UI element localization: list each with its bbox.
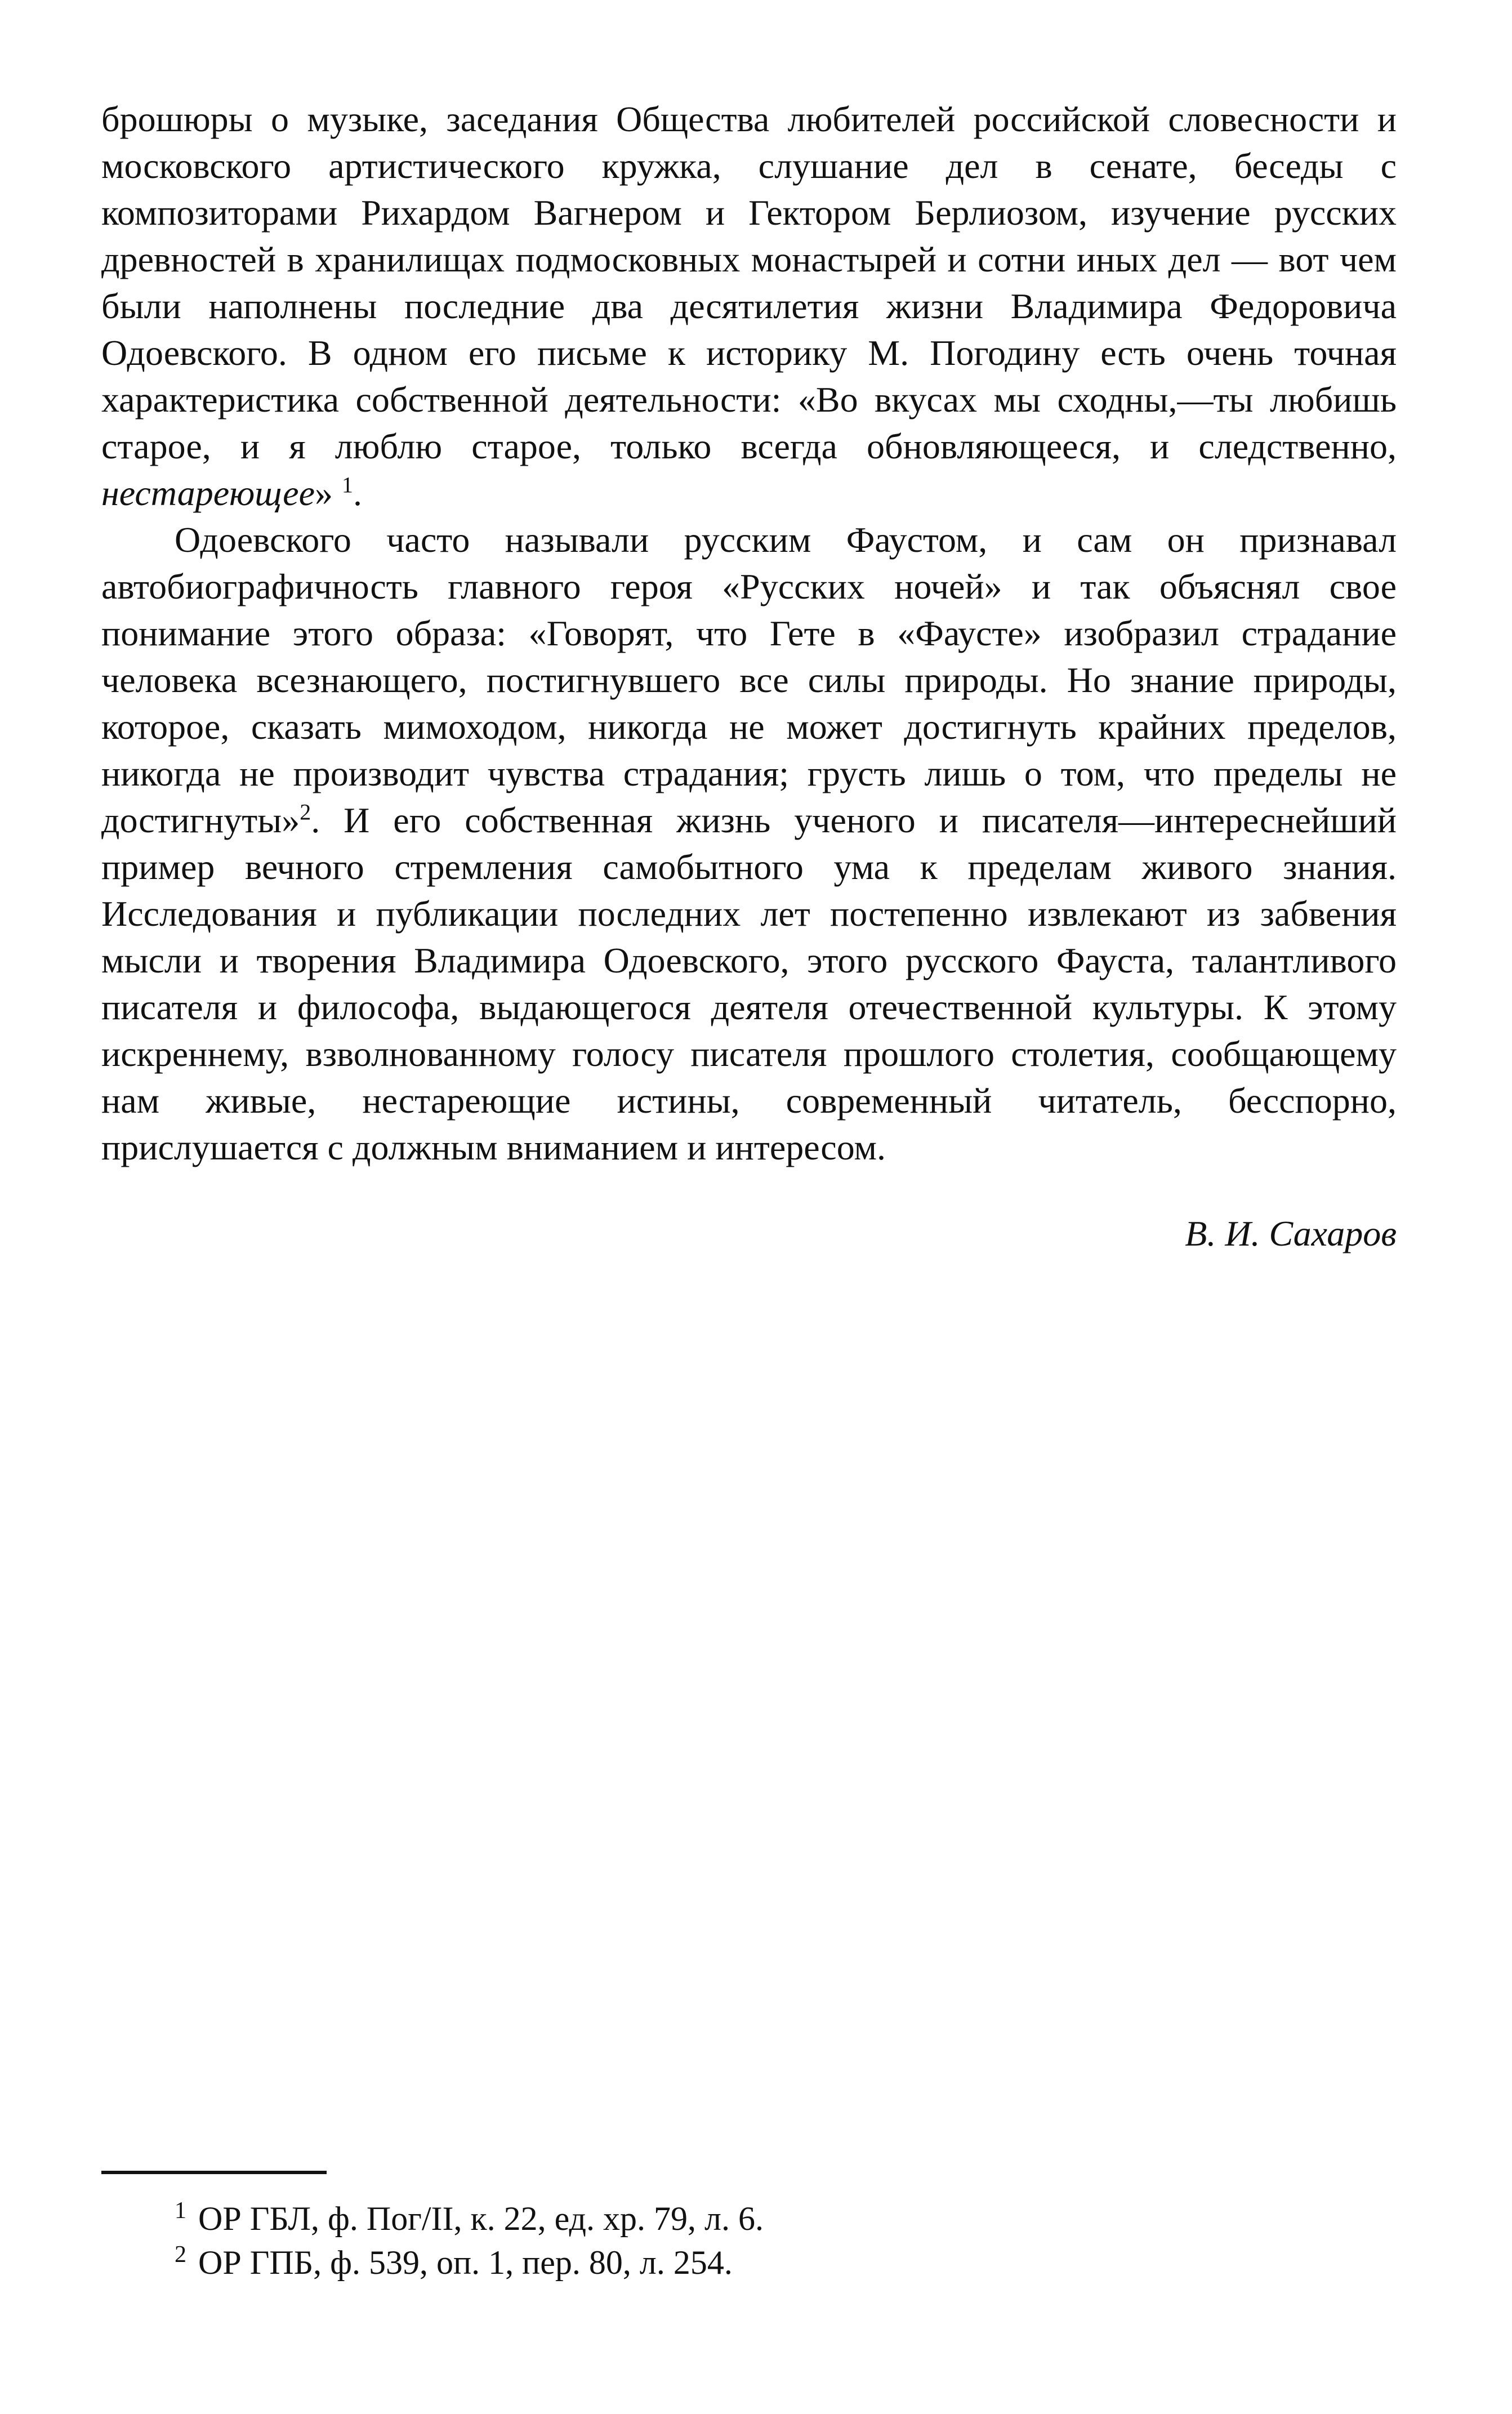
- paragraph-text: . И его собственная жизнь ученого и писателя—интереснейший пример вечного стремления самобытного ума к пределам живого знания. Исследования и публикации последних лет постепенно извлекают из забвения мысли и творения Владимира Одоевского, этого русского Фауста, талантливого писателя и философа, выдающегося деятеля отечественной культуры. К этому искреннему, взволнованному голосу писателя прошлого столетия, сообщающему нам живые, нестареющие истины, современный читатель, бесспорно, прислушается с должным вниманием и интересом.: [101, 800, 1397, 1167]
- text-body: [101, 96, 1397, 1171]
- footnote-text: ОР ГБЛ, ф. Пог/II, к. 22, ед. хр. 79, л. 6.: [198, 2200, 764, 2237]
- page-body: [101, 96, 1397, 1257]
- author-signature: В. И. Сахаров: [1185, 1213, 1397, 1253]
- footnotes: [101, 2171, 1397, 2284]
- emphasis-text: нестареющее: [101, 473, 315, 513]
- footnote: [101, 2241, 1397, 2284]
- footnote-rule: [101, 2171, 327, 2174]
- footnote-list: [101, 2197, 1397, 2284]
- footnote-reference: 1: [341, 472, 353, 498]
- footnote-number: 1: [175, 2198, 186, 2224]
- paragraph-text: брошюры о музыке, заседания Общества любителей российской словесности и московского артистического кружка, слушание дел в сенате, беседы с композиторами Рихардом Вагнером и Гектором Берлиозом, изучение русских древностей в хранилищах подмосковных монастырей и сотни иных дел — вот чем были наполнены последние два десятилетия жизни Владимира Федоровича Одоевского. В одном его письме к историку М. Погодину есть очень точная характеристика собственной деятельности: «Во вкусах мы сходны,—ты любишь старое, и я люблю старое, только всегда обновляющееся, и следственно,: [101, 99, 1397, 466]
- paragraph: [101, 516, 1397, 1171]
- paragraph-text: .: [353, 473, 362, 513]
- footnote: [101, 2197, 1397, 2241]
- paragraph-text: Одоевского часто называли русским Фаустом, и сам он признавал автобиографичность главного героя «Русских ночей» и так объяснял свое понимание этого образа: «Говорят, что Гете в «Фаусте» изобразил страдание человека всезнающего, постигнувшего все силы природы. Но знание природы, которое, сказать мимоходом, никогда не может достигнуть крайних пределов, никогда не производит чувства страдания; грусть лишь о том, что пределы не достигнуты»: [101, 520, 1397, 840]
- paragraph-text: »: [314, 473, 342, 513]
- footnote-number: 2: [175, 2242, 186, 2268]
- footnote-reference: 2: [300, 799, 311, 825]
- paragraph: [101, 96, 1397, 516]
- footnote-text: ОР ГПБ, ф. 539, оп. 1, пер. 80, л. 254.: [198, 2244, 733, 2281]
